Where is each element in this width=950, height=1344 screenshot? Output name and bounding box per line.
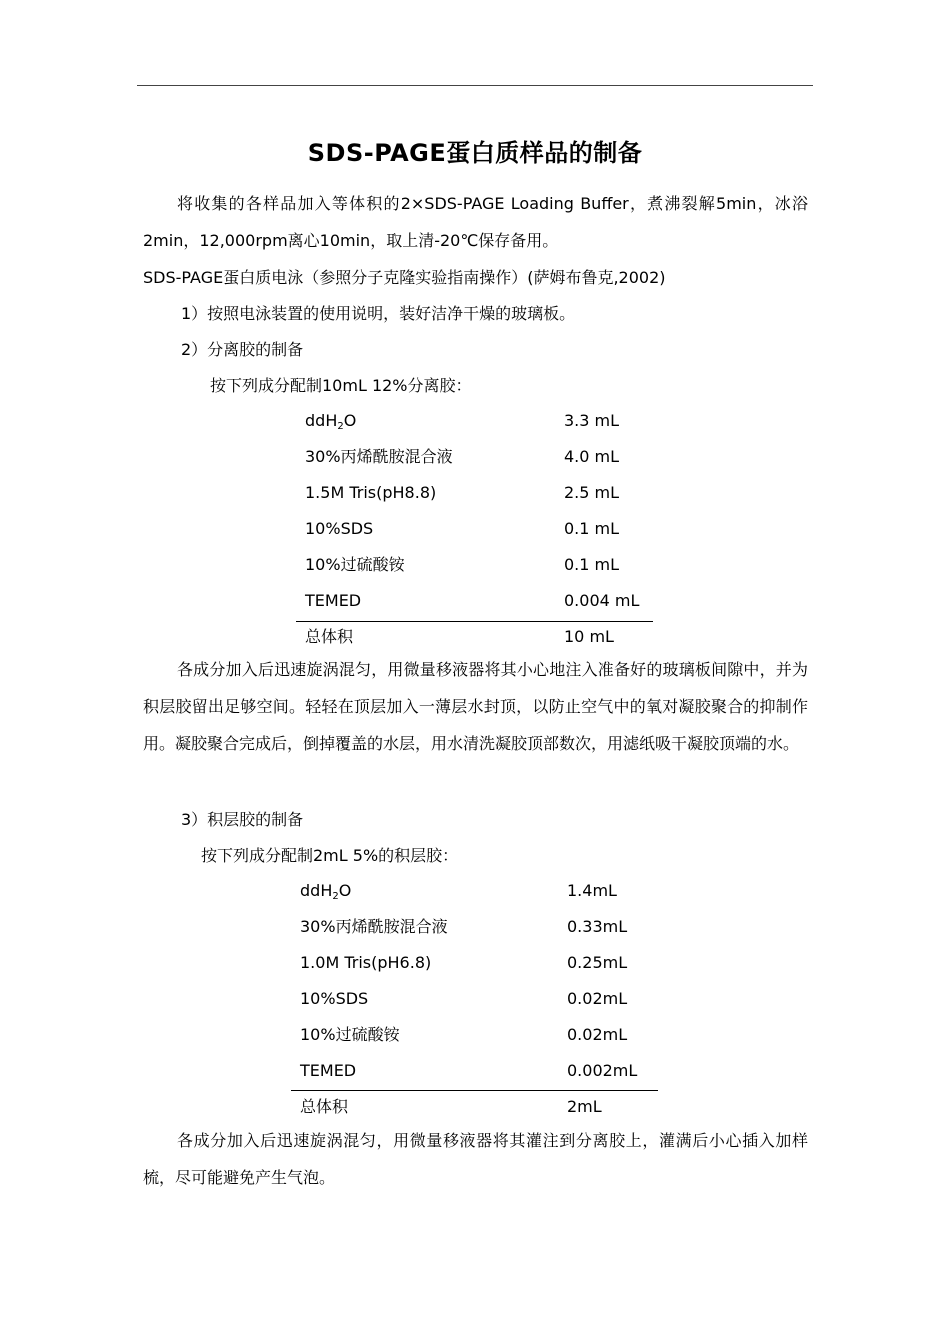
step-1: 1）按照电泳装置的使用说明，装好洁净干燥的玻璃板。 bbox=[181, 304, 576, 323]
table-cell-name: 1.5M Tris(pH8.8) bbox=[305, 483, 437, 502]
table-cell-name: 30%丙烯酰胺混合液 bbox=[305, 447, 453, 466]
separating-gel-intro: 按下列成分配制10mL 12%分离胶： bbox=[210, 376, 472, 395]
table-cell-name: TEMED bbox=[305, 591, 362, 610]
table-cell-value: 0.002mL bbox=[567, 1061, 638, 1080]
table-cell-value: 2.5 mL bbox=[564, 483, 620, 502]
table-cell-value: 3.3 mL bbox=[564, 411, 620, 430]
table-cell-name: ddH$_2$O bbox=[305, 411, 357, 432]
table-divider bbox=[291, 1090, 658, 1091]
step-2-heading: 2）分离胶的制备 bbox=[181, 340, 304, 359]
table-cell-value: 0.1 mL bbox=[564, 555, 620, 574]
table-cell-value: 0.02mL bbox=[567, 1025, 628, 1044]
table-total-value: 10 mL bbox=[564, 627, 614, 646]
table-cell-name: TEMED bbox=[300, 1061, 357, 1080]
table-divider bbox=[296, 621, 653, 622]
table-total-label: 总体积 bbox=[300, 1097, 349, 1116]
table-cell-name: 1.0M Tris(pH6.8) bbox=[300, 953, 432, 972]
intro-paragraph: 将收集的各样品加入等体积的2×SDS-PAGE Loading Buffer，煮沸裂解5min，冰浴2min，12,000rpm离心10min，取上清-20℃保存备用。 bbox=[143, 194, 808, 250]
table-cell-value: 0.33mL bbox=[567, 917, 628, 936]
table-cell-name: 30%丙烯酰胺混合液 bbox=[300, 917, 448, 936]
table-cell-name: 10%SDS bbox=[300, 989, 369, 1008]
table-cell-value: 0.25mL bbox=[567, 953, 628, 972]
separating-gel-paragraph: 各成分加入后迅速旋涡混匀，用微量移液器将其小心地注入准备好的玻璃板间隙中，并为积层胶留出足够空间。轻轻在顶层加入一薄层水封顶，以防止空气中的氧对凝胶聚合的抑制作用。凝胶聚合完成后，倒掉覆盖的水层，用水清洗凝胶顶部数次，用滤纸吸干凝胶顶端的水。 bbox=[143, 660, 808, 753]
subtitle: SDS-PAGE蛋白质电泳（参照分子克隆实验指南操作）(萨姆布鲁克,2002) bbox=[143, 268, 666, 287]
table-cell-value: 1.4mL bbox=[567, 881, 617, 900]
stacking-gel-intro: 按下列成分配制2mL 5%的积层胶： bbox=[201, 846, 459, 865]
table-cell-value: 0.1 mL bbox=[564, 519, 620, 538]
table-cell-name: 10%过硫酸铵 bbox=[305, 555, 405, 574]
stacking-gel-paragraph: 各成分加入后迅速旋涡混匀，用微量移液器将其灌注到分离胶上，灌满后小心插入加样梳，尽可能避免产生气泡。 bbox=[143, 1131, 808, 1187]
table-cell-value: 0.02mL bbox=[567, 989, 628, 1008]
table-total-label: 总体积 bbox=[305, 627, 354, 646]
table-total-value: 2mL bbox=[567, 1097, 602, 1116]
table-cell-name: ddH$_2$O bbox=[300, 881, 352, 902]
header-rule bbox=[137, 85, 813, 86]
table-cell-name: 10%过硫酸铵 bbox=[300, 1025, 400, 1044]
table-cell-name: 10%SDS bbox=[305, 519, 374, 538]
step-3-heading: 3）积层胶的制备 bbox=[181, 810, 304, 829]
page-title: SDS-PAGE蛋白质样品的制备 bbox=[307, 139, 643, 167]
table-cell-value: 4.0 mL bbox=[564, 447, 620, 466]
table-cell-value: 0.004 mL bbox=[564, 591, 640, 610]
